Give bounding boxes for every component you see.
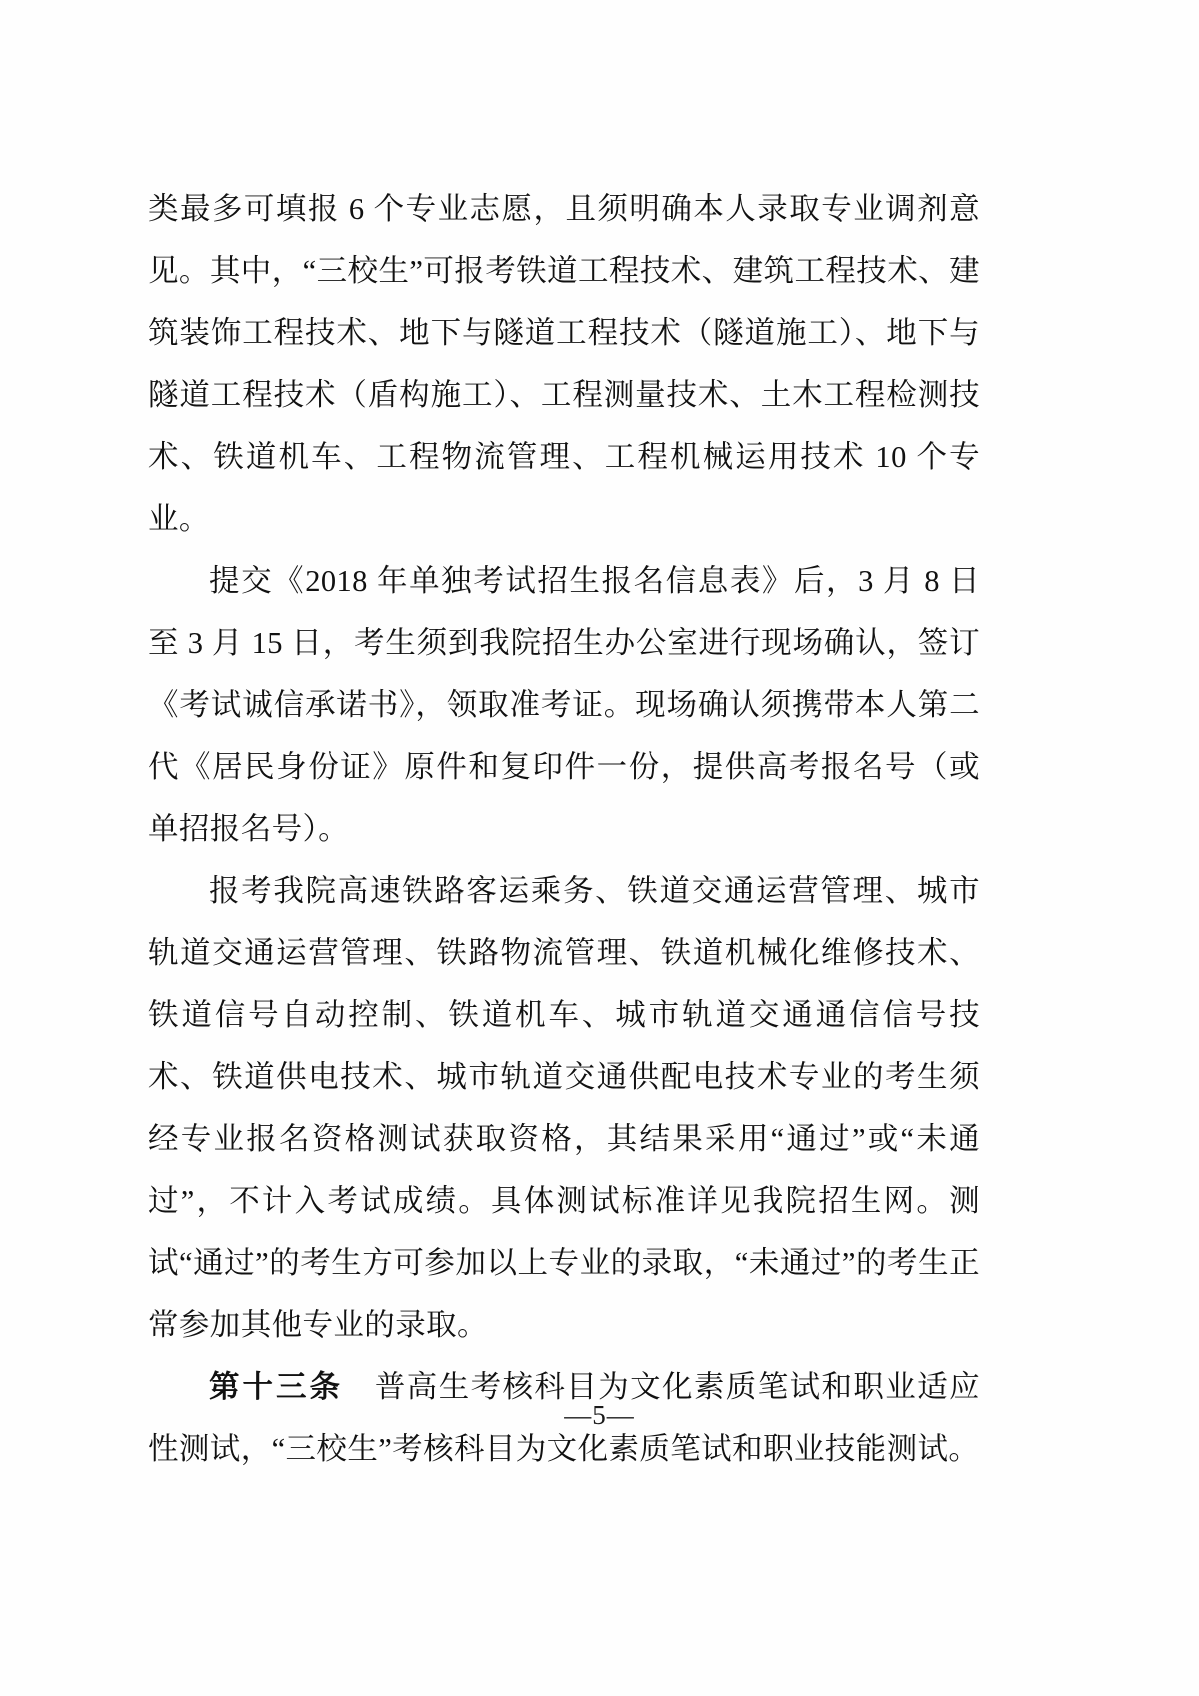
paragraph-3: 报考我院高速铁路客运乘务、铁道交通运营管理、城市轨道交通运营管理、铁路物流管理、铁道机械化维修技术、铁道信号自动控制、铁道机车、城市轨道交通通信信号技术、铁道供电技术、城市轨道交通供配电技术专业的考生须经专业报名资格测试获取资格，其结果采用“通过”或“未通过”，不计入考试成绩。具体测试标准详见我院招生网。测试“通过”的考生方可参加以上专业的录取，“未通过”的考生正常参加其他专业的录取。 [148,874,980,1342]
article-13-spacer [343,1370,375,1404]
paragraph-2: 提交《2018 年单独考试招生报名信息表》后，3 月 8 日至 3 月 15 日，考生须到我院招生办公室进行现场确认，签订《考试诚信承诺书》，领取准考证。现场确认须携带本人第二代《居民身份证》原件和复印件一份，提供高考报名号（或单招报名号）。 [148,564,980,846]
article-13-text: 普高生考核科目为文化素质笔试和职业适应性测试，“三校生”考核科目为文化素质笔试和职业技能测试。 [148,1370,980,1466]
document-body [148,178,980,1480]
article-13-label: 第十三条 [209,1370,343,1404]
paragraph-1: 类最多可填报 6 个专业志愿，且须明确本人录取专业调剂意见。其中，“三校生”可报考铁道工程技术、建筑工程技术、建筑装饰工程技术、地下与隧道工程技术（隧道施工）、地下与隧道工程技术（盾构施工）、工程测量技术、土木工程检测技术、铁道机车、工程物流管理、工程机械运用技术 10 个专业。 [148,192,980,536]
page-number-footer: —5— [564,1400,635,1430]
